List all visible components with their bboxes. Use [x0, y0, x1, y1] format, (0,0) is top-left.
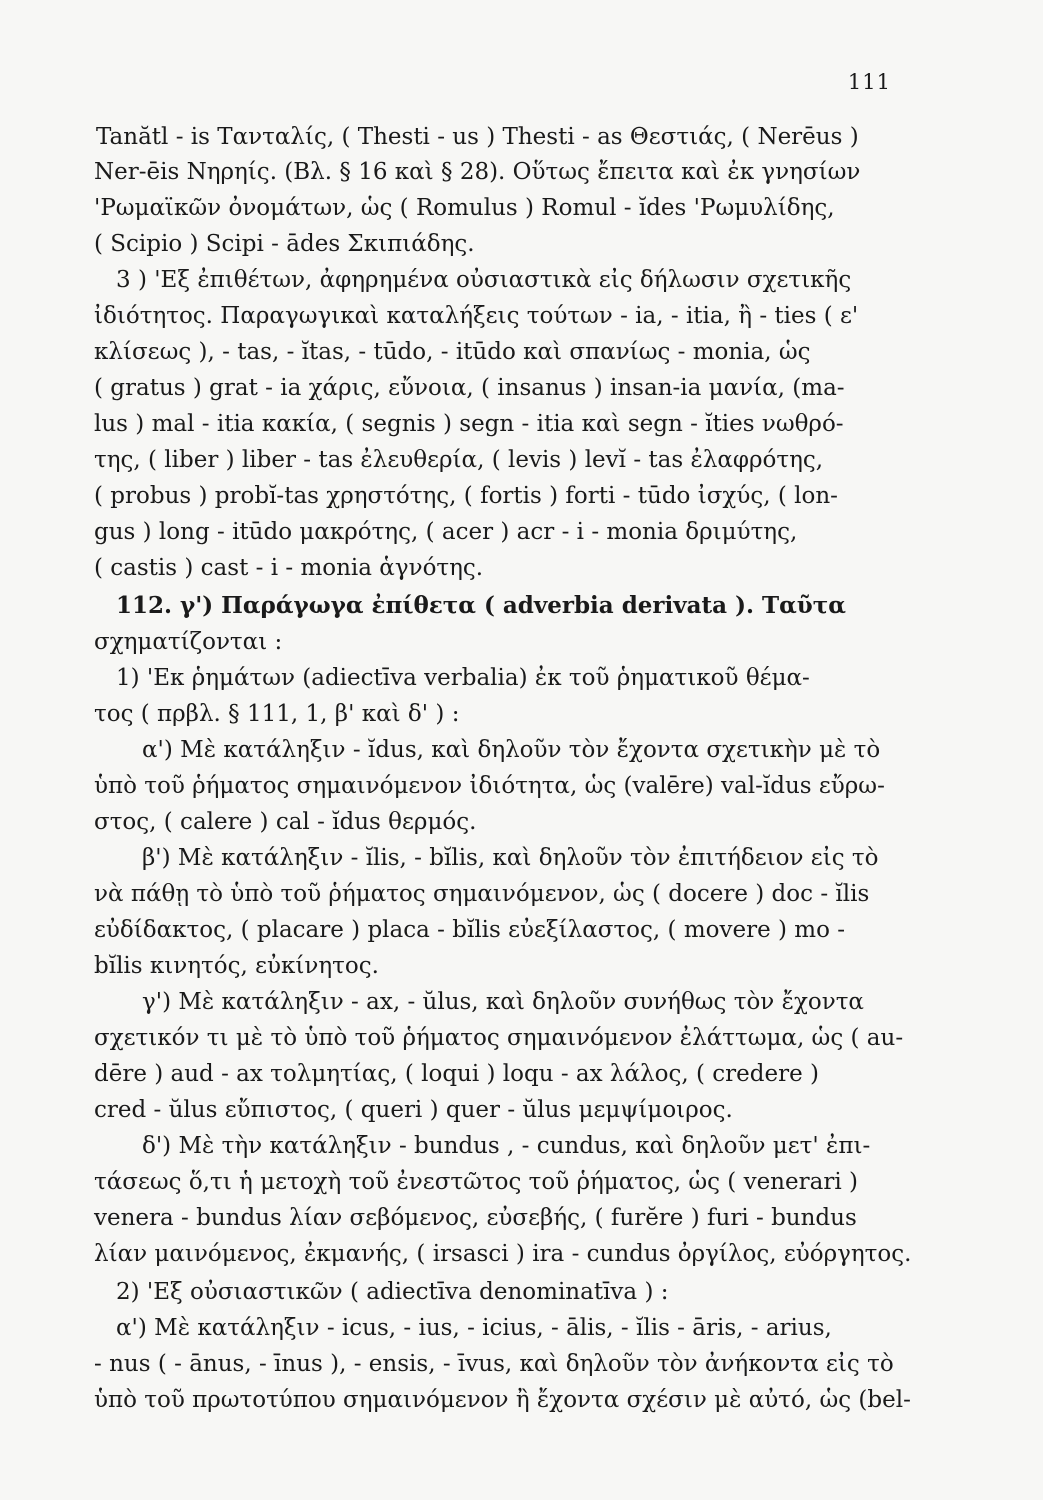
text-line: σχετικόν τι μὲ τὸ ὑπὸ τοῦ ῥήματος σημαινόμενον ἐλάττωμα, ὡς ( au- [94, 1025, 904, 1051]
text-line: lus ) mal - itia κακία, ( segnis ) segn - itia καὶ segn - ĭties νωθρό- [94, 411, 844, 437]
text-line: δ') Μὲ τὴν κατάληξιν - bundus , - cundus, καὶ δηλοῦν μετ' ἐπι- [142, 1133, 871, 1159]
text-line: ( probus ) probĭ-tas χρηστότης, ( fortis ) forti - tūdo ἰσχύς, ( lon- [94, 483, 838, 509]
text-line: τάσεως ὅ,τι ἡ μετοχὴ τοῦ ἐνεστῶτος τοῦ ῥήματος, ὡς ( venerari ) [94, 1169, 858, 1195]
text-line: - nus ( - ānus, - īnus ), - ensis, - īvus, καὶ δηλοῦν τὸν ἀνήκοντα εἰς τὸ [94, 1351, 894, 1377]
text-line: νὰ πάθῃ τὸ ὑπὸ τοῦ ῥήματος σημαινόμενον, ὡς ( docere ) doc - ĭlis [94, 881, 870, 907]
text-line: 2) 'Εξ οὐσιαστικῶν ( adiectīva denominatīva ) : [116, 1279, 669, 1305]
text-line: ἰδιότητος. Παραγωγικαὶ καταλήξεις τούτων - ia, - itia, ἢ - ties ( ε' [94, 303, 859, 329]
text-line: α') Μὲ κατάληξιν - ĭdus, καὶ δηλοῦν τὸν ἔχοντα σχετικὴν μὲ τὸ [142, 737, 881, 763]
text-line: εὐδίδακτος, ( placare ) placa - bĭlis εὐεξίλαστος, ( movere ) mo - [94, 917, 846, 943]
text-line: λίαν μαινόμενος, ἐκμανής, ( irsasci ) ira - cundus ὀργίλος, εὐόργητος. [94, 1241, 912, 1267]
text-line: τος ( πρβλ. § 111, 1, β' καὶ δ' ) : [94, 701, 460, 727]
text-line: cred - ŭlus εὔπιστος, ( queri ) quer - ŭlus μεμψίμοιρος. [94, 1097, 733, 1123]
text-line: 1) 'Εκ ῥημάτων (adiectīva verbalia) ἐκ τοῦ ῥηματικοῦ θέμα- [116, 665, 810, 691]
text-line: ( Scipio ) Scipi - ādes Σκιπιάδης. [94, 231, 475, 257]
text-line: σχηματίζονται : [94, 629, 283, 655]
text-line: ( castis ) cast - i - monia ἁγνότης. [94, 555, 484, 581]
text-line: β') Μὲ κατάληξιν - ĭlis, - bĭlis, καὶ δηλοῦν τὸν ἐπιτήδειον εἰς τὸ [142, 845, 879, 871]
text-line: α') Μὲ κατάληξιν - icus, - ius, - icius, - ālis, - ĭlis - āris, - arius, [116, 1315, 832, 1341]
text-line: Tanătl - is Τανταλίς, ( Thesti - us ) Thesti - as Θεστιάς, ( Nerēus ) [96, 124, 859, 150]
text-line: Ner-ēis Νηρηίς. (Βλ. § 16 καὶ § 28). Οὕτως ἔπειτα καὶ ἐκ γνησίων [94, 159, 861, 185]
text-line: στος, ( calere ) cal - ĭdus θερμός. [94, 809, 477, 835]
text-line: dēre ) aud - ax τολμητίας, ( loqui ) loqu - ax λάλος, ( credere ) [94, 1061, 819, 1087]
text-line: 3 ) 'Εξ ἐπιθέτων, ἀφηρημένα οὐσιαστικὰ εἰς δήλωσιν σχετικῆς [116, 267, 852, 293]
text-line: ( gratus ) grat - ia χάρις, εὔνοια, ( insanus ) insan-ia μανία, (ma- [94, 375, 845, 401]
text-line: ὑπὸ τοῦ ῥήματος σημαινόμενον ἰδιότητα, ὡς (valēre) val-ĭdus εὔρω- [94, 773, 885, 799]
text-line: bĭlis κινητός, εὐκίνητος. [94, 953, 379, 979]
text-line: gus ) long - itūdo μακρότης, ( acer ) acr - i - monia δριμύτης, [94, 519, 798, 545]
text-line: venera - bundus λίαν σεβόμενος, εὐσεβής, ( furĕre ) furi - bundus [94, 1205, 857, 1231]
text-line: κλίσεως ), - tas, - ĭtas, - tūdo, - itūdo καὶ σπανίως - monia, ὡς [94, 339, 811, 365]
section-heading-112: 112. γ') Παράγωγα ἐπίθετα ( adverbia derivata ). Ταῦτα [116, 592, 846, 619]
text-line: της, ( liber ) liber - tas ἐλευθερία, ( levis ) levĭ - tas ἐλαφρότης, [94, 447, 824, 473]
page-number: 111 [847, 70, 891, 94]
text-line: 'Ρωμαϊκῶν ὀνομάτων, ὡς ( Romulus ) Romul - ĭdes 'Ρωμυλίδης, [94, 195, 835, 221]
text-line: γ') Μὲ κατάληξιν - ax, - ŭlus, καὶ δηλοῦν συνήθως τὸν ἔχοντα [142, 989, 864, 1015]
text-line: ὑπὸ τοῦ πρωτοτύπου σημαινόμενον ἢ ἔχοντα σχέσιν μὲ αὐτό, ὡς (bel- [94, 1387, 911, 1413]
